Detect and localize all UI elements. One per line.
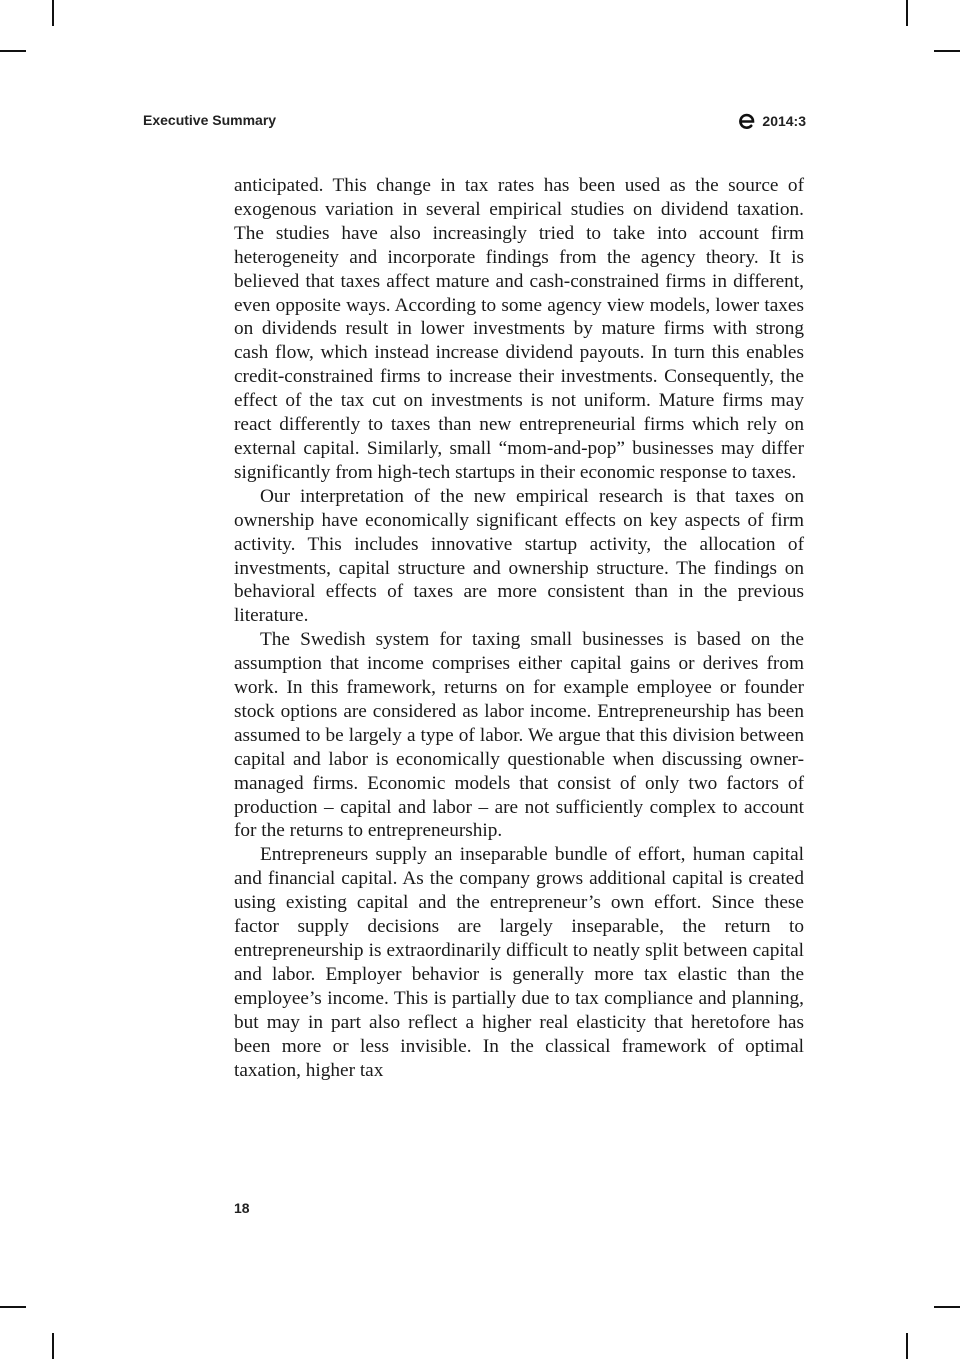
crop-mark-top-right-vertical	[906, 0, 908, 26]
issue-number: 2014:3	[762, 113, 806, 129]
body-text	[234, 174, 804, 1082]
page-number: 18	[234, 1200, 250, 1216]
issue-block	[738, 112, 806, 130]
crop-mark-top-left-horizontal	[0, 50, 26, 52]
paragraph: anticipated. This change in tax rates has been used as the source of exogenous variation in several empirical studies on dividend taxation. The studies have also increasingly tried to take into account firm heterogeneity and incorporate findings from the agency theory. It is believed that taxes affect mature and cash-constrained firms in different, even opposite ways. According to some agency view models, lower taxes on dividends result in lower investments by mature firms with strong cash flow, which instead increase dividend payouts. In turn this enables credit-constrained firms to increase their investments. Consequently, the effect of the tax cut on investments is not uniform. Mature firms may react differently to taxes than new entrepreneurial firms which rely on external capital. Similarly, small “mom-and-pop” businesses may differ significantly from high-tech startups in their economic response to taxes.	[234, 175, 804, 483]
crop-mark-bottom-right-vertical	[906, 1333, 908, 1359]
crop-mark-top-left-vertical	[52, 0, 54, 26]
section-title: Executive Summary	[143, 112, 277, 128]
crop-mark-bottom-right-horizontal	[934, 1306, 960, 1308]
running-header	[143, 112, 806, 132]
crop-mark-bottom-left-horizontal	[0, 1306, 26, 1308]
paragraph: Our interpretation of the new empirical research is that taxes on ownership have economically significant effects on key aspects of firm activity. This includes innovative startup activity, the allocation of investments, capital structure and ownership structure. The findings on behavioral effects of taxes are more consistent than in the previous literature.	[234, 485, 804, 627]
e-logo-icon	[738, 112, 756, 130]
paragraph: Entrepreneurs supply an inseparable bundle of effort, human capital and financial capital. As the company grows additional capital is created using existing capital and the entrepreneur’s own effort. Since these factor supply decisions are largely inseparable, the return to entrepreneurship is extraordinarily difficult to neatly split between capital and labor. Employer behavior is generally more tax elastic than the employee’s income. This is partially due to tax compliance and planning, but may in part also reflect a higher real elasticity that heretofore has been more or less invisible. In the classical framework of optimal taxation, higher tax	[234, 844, 804, 1081]
paragraph: The Swedish system for taxing small businesses is based on the assumption that income comprises either capital gains or derives from work. In this framework, returns on for example employee or founder stock options are considered as labor income. Entrepreneurship has been assumed to be largely a type of labor. We argue that this division between capital and labor is economically questionable when discussing owner-managed firms. Economic models that consist of only two factors of production – capital and labor – are not sufficiently complex to account for the returns to entrepreneurship.	[234, 629, 804, 842]
crop-mark-top-right-horizontal	[934, 50, 960, 52]
crop-mark-bottom-left-vertical	[52, 1333, 54, 1359]
